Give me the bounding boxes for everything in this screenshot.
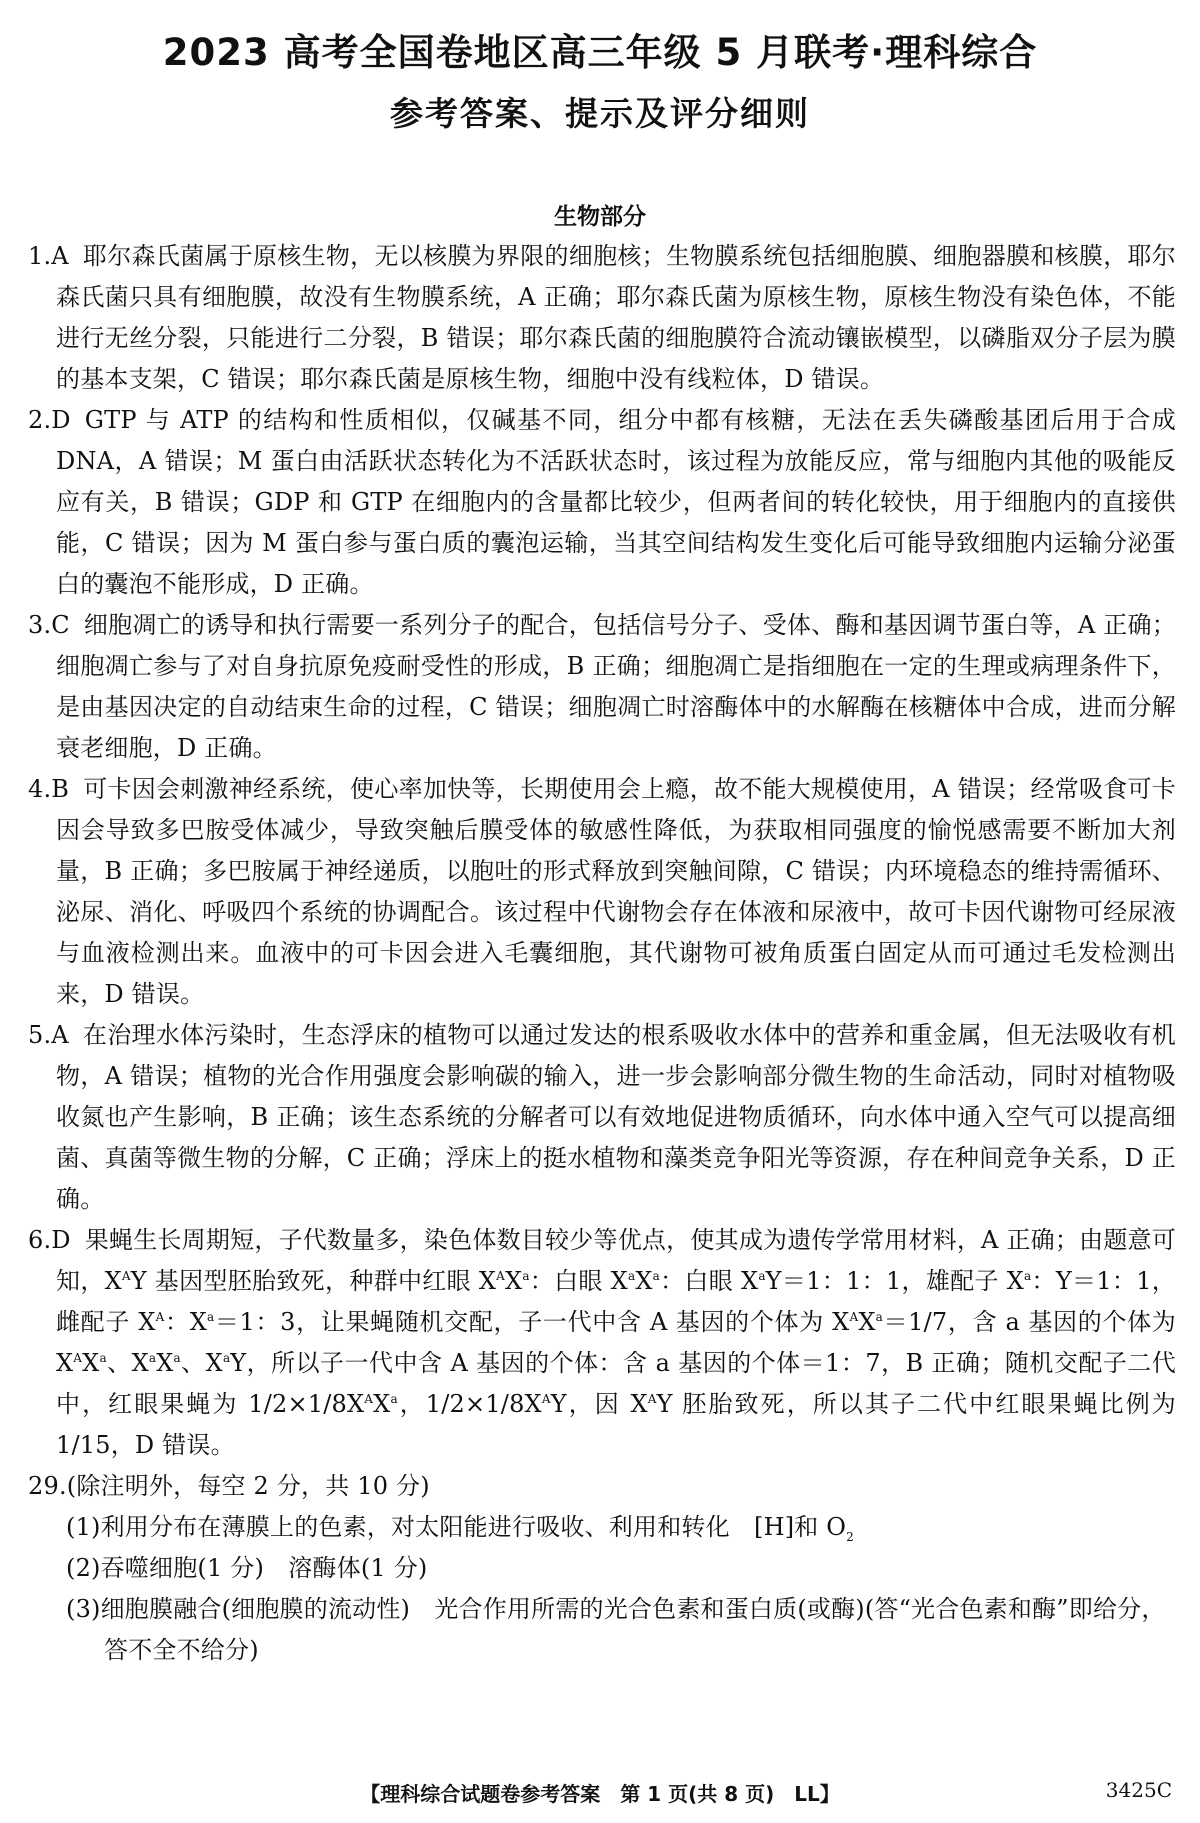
answer-item-4 (28, 769, 1176, 1015)
answer-number: 5.A (28, 1021, 69, 1049)
answer-number: 2.D (28, 406, 71, 434)
section-title: 生物部分 (554, 204, 646, 230)
answer-item-3 (28, 605, 1176, 769)
answer-explanation: 在治理水体污染时，生态浮床的植物可以通过发达的根系吸收水体中的营养和重金属，但无法吸收有机物，A 错误；植物的光合作用强度会影响碳的输入，进一步会影响部分微生物的生命活动，同时对植物吸收氮也产生影响，B 正确；该生态系统的分解者可以有效地促进物质循环，向水体中通入空气可以提高细菌、真菌等微生物的分解，C 正确；浮床上的挺水植物和藻类竞争阳光等资源，存在种间竞争关系，D 正确。 (56, 1021, 1176, 1213)
answer-29-part-2: (2)吞噬细胞(1 分) 溶酶体(1 分) (66, 1554, 428, 1582)
answer-item-2 (28, 400, 1176, 605)
answer-item-6 (28, 1220, 1176, 1466)
answer-number: 6.D (28, 1226, 71, 1254)
answer-item-29-header: 29.(除注明外，每空 2 分，共 10 分) (28, 1472, 430, 1500)
answer-29-part-1: (1)利用分布在薄膜上的色素，对太阳能进行吸收、利用和转化 [H]和 $O_2$ (66, 1513, 855, 1544)
answer-explanation: GTP 与 ATP 的结构和性质相似，仅碱基不同，组分中都有核糖，无法在丢失磷酸基团后用于合成 DNA，A 错误；M 蛋白由活跃状态转化为不活跃状态时，该过程为放能反应，常与细胞内其他的吸能反应有关，B 错误；GDP 和 GTP 在细胞内的含量都比较少，但两者间的转化较快，用于细胞内的直接供能，C 错误；因为 M 蛋白参与蛋白质的囊泡运输，当其空间结构发生变化后可能导致细胞内运输分泌蛋白的囊泡不能形成，D 正确。 (56, 406, 1176, 598)
answer-explanation: 果蝇生长周期短，子代数量多，染色体数目较少等优点，使其成为遗传学常用材料，A 正确；由题意可知，$X^AY$ 基因型胚胎致死，种群中红眼 $X^AX^a$：白眼 $X^aX^a$：白眼 $X^aY=1$：1：1，雄配子 $X^a$：Y＝1：1，雌配子 $X^A$：$X^a=1$：3，让果蝇随机交配，子一代中含 A 基因的个体为 $X^AX^a=1/7$，含 a 基因的个体为 $X^AX^a$、$X^aX^a$、$X^aY$，所以子一代中含 A 基因的个体：含 a 基因的个体＝1：7，B 正确；随机交配子二代中，红眼果蝇为 $1/2\times 1/8X^AX^a$，$1/2\times 1/8X^AY$，因 $X^AY$ 胚胎致死，所以其子二代中红眼果蝇比例为 1/15，D 错误。 (56, 1226, 1177, 1459)
answer-number: 4.B (28, 775, 70, 803)
answer-29-part-3: (3)细胞膜融合(细胞膜的流动性) 光合作用所需的光合色素和蛋白质(或酶)(答“光合色素和酶”即给分，答不全不给分) (66, 1595, 1166, 1664)
answer-explanation: 可卡因会刺激神经系统，使心率加快等，长期使用会上瘾，故不能大规模使用，A 错误；经常吸食可卡因会导致多巴胺受体减少，导致突触后膜受体的敏感性降低，为获取相同强度的愉悦感需要不断加大剂量，B 正确；多巴胺属于神经递质，以胞吐的形式释放到突触间隙，C 错误；内环境稳态的维持需循环、泌尿、消化、呼吸四个系统的协调配合。该过程中代谢物会存在体液和尿液中，故可卡因代谢物可经尿液与血液检测出来。血液中的可卡因会进入毛囊细胞，其代谢物可被角质蛋白固定从而可通过毛发检测出来，D 错误。 (56, 775, 1176, 1008)
answer-number: 3.C (28, 611, 70, 639)
page-title: 2023 高考全国卷地区高三年级 5 月联考·理科综合 (162, 31, 1038, 74)
answer-item-5 (28, 1015, 1176, 1220)
answer-number: 1.A (28, 242, 69, 270)
answer-content (28, 236, 1176, 1671)
page-footer: 【理科综合试题卷参考答案 第 1 页(共 8 页) LL】 (360, 1782, 840, 1806)
answer-explanation: 细胞凋亡的诱导和执行需要一系列分子的配合，包括信号分子、受体、酶和基因调节蛋白等，A 正确；细胞凋亡参与了对自身抗原免疫耐受性的形成，B 正确；细胞凋亡是指细胞在一定的生理或病理条件下，是由基因决定的自动结束生命的过程，C 错误；细胞凋亡时溶酶体中的水解酶在核糖体中合成，进而分解衰老细胞，D 正确。 (56, 611, 1176, 762)
document-code: 3425C (1105, 1778, 1172, 1802)
page-subtitle: 参考答案、提示及评分细则 (390, 94, 810, 133)
answer-item-1 (28, 236, 1176, 400)
answer-explanation: 耶尔森氏菌属于原核生物，无以核膜为界限的细胞核；生物膜系统包括细胞膜、细胞器膜和核膜，耶尔森氏菌只具有细胞膜，故没有生物膜系统，A 正确；耶尔森氏菌为原核生物，原核生物没有染色体，不能进行无丝分裂，只能进行二分裂，B 错误；耶尔森氏菌的细胞膜符合流动镶嵌模型，以磷脂双分子层为膜的基本支架，C 错误；耶尔森氏菌是原核生物，细胞中没有线粒体，D 错误。 (56, 242, 1176, 393)
